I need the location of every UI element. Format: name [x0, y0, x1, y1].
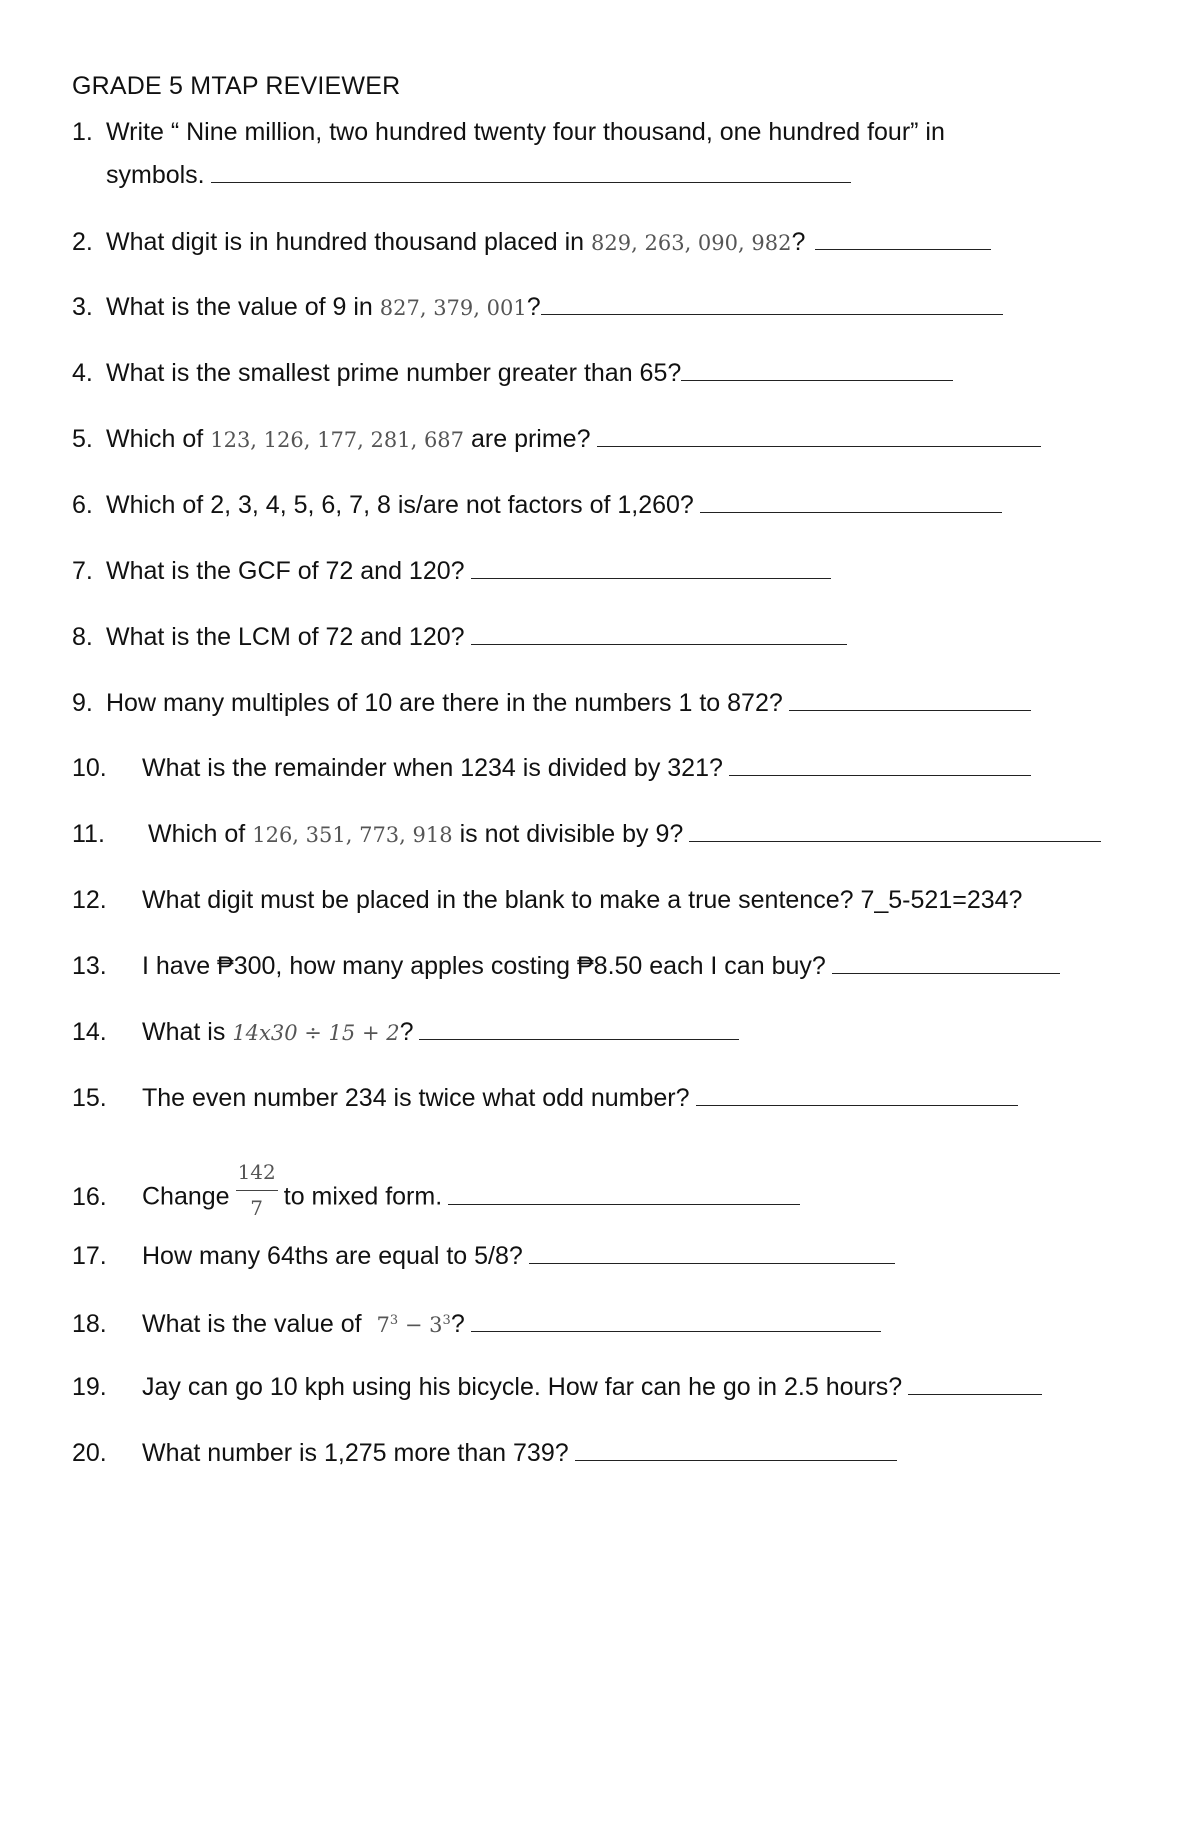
question-text: What is the value of 9 in [106, 293, 373, 321]
answer-blank[interactable] [448, 1182, 800, 1205]
answer-blank[interactable] [908, 1372, 1042, 1395]
question-text-end: to mixed form. [283, 1182, 443, 1211]
question-1-continued [106, 160, 851, 190]
question-number: 12. [72, 886, 107, 914]
power-base: 3 [429, 1313, 443, 1337]
answer-blank[interactable] [211, 160, 851, 183]
question-number: 1. [72, 118, 93, 146]
question-number: 5. [72, 425, 93, 453]
question-text: How many multiples of 10 are there in the numbers 1 to 872? [106, 689, 783, 717]
question-number: 13. [72, 952, 107, 980]
answer-blank[interactable] [471, 1309, 881, 1332]
answer-blank[interactable] [689, 819, 1101, 842]
question-text-end: ? [450, 1310, 465, 1338]
fraction [236, 1157, 278, 1223]
question-text: The even number 234 is twice what odd number? [142, 1084, 690, 1112]
answer-blank[interactable] [529, 1241, 895, 1264]
answer-blank[interactable] [729, 753, 1031, 776]
question-text: What is the GCF of 72 and 120? [106, 557, 465, 585]
question-number: 16. [72, 1182, 107, 1211]
question-number: 2. [72, 228, 93, 256]
question-text: I have ₱300, how many apples costing ₱8.50 each I can buy? [142, 952, 826, 980]
question-number: 17. [72, 1242, 107, 1270]
question-4 [72, 358, 953, 388]
question-11 [72, 819, 1101, 850]
question-text: How many 64ths are equal to 5/8? [142, 1242, 523, 1270]
question-text: Which of [106, 425, 204, 453]
question-number: 6. [72, 491, 93, 519]
question-19 [72, 1372, 1042, 1402]
question-number: 10. [72, 754, 107, 782]
question-12 [72, 885, 1022, 915]
fraction-denominator: 7 [250, 1196, 264, 1220]
question-3 [72, 292, 1003, 323]
question-5 [72, 424, 1041, 455]
answer-blank[interactable] [681, 358, 953, 381]
answer-blank[interactable] [471, 556, 831, 579]
question-text: Write “ Nine million, two hundred twenty four thousand, one hundred four” in [106, 118, 945, 146]
question-number: 18. [72, 1310, 107, 1338]
question-text: Change [142, 1182, 230, 1211]
math-expression: 829, 263, 090, 982 [591, 231, 792, 255]
question-number: 3. [72, 293, 93, 321]
question-text-end: ? [791, 228, 806, 256]
answer-blank[interactable] [815, 227, 991, 250]
question-text: What is the value of [142, 1310, 362, 1338]
question-1 [72, 117, 945, 147]
question-number: 14. [72, 1018, 107, 1046]
math-expression: 827, 379, 001 [379, 296, 527, 320]
question-18 [72, 1306, 881, 1340]
question-text: Which of 2, 3, 4, 5, 6, 7, 8 is/are not factors of 1,260? [106, 491, 694, 519]
question-8 [72, 622, 847, 652]
worksheet-title: GRADE 5 MTAP REVIEWER [72, 72, 401, 100]
question-number: 8. [72, 623, 93, 651]
answer-blank[interactable] [541, 292, 1003, 315]
question-text: What digit is in hundred thousand placed in [106, 228, 585, 256]
question-text-end: ? [399, 1018, 414, 1046]
question-text-end: are prime? [471, 425, 591, 453]
question-20 [72, 1438, 897, 1468]
question-text: What number is 1,275 more than 739? [142, 1439, 569, 1467]
question-number: 9. [72, 689, 93, 717]
answer-blank[interactable] [575, 1438, 897, 1461]
question-text: What is [142, 1018, 226, 1046]
answer-blank[interactable] [832, 951, 1060, 974]
question-number: 20. [72, 1439, 107, 1467]
question-10 [72, 753, 1031, 783]
question-text-end: is not divisible by 9? [459, 820, 684, 848]
math-expression [377, 1313, 451, 1337]
question-14 [72, 1017, 739, 1048]
question-text: What digit must be placed in the blank to make a true sentence? 7_5-521=234? [142, 886, 1023, 914]
power-exponent: 3 [442, 1313, 451, 1328]
question-number: 11. [72, 820, 105, 848]
question-text: What is the smallest prime number greater than 65? [106, 359, 682, 387]
math-expression: 123, 126, 177, 281, 687 [210, 428, 465, 452]
question-9 [72, 688, 1031, 718]
question-15 [72, 1083, 1018, 1113]
question-number: 15. [72, 1084, 107, 1112]
answer-blank[interactable] [700, 490, 1002, 513]
question-2 [72, 227, 991, 258]
question-text: What is the LCM of 72 and 120? [106, 623, 465, 651]
question-text: What is the remainder when 1234 is divided by 321? [142, 754, 723, 782]
answer-blank[interactable] [419, 1017, 739, 1040]
question-number: 7. [72, 557, 93, 585]
question-text: Which of [148, 820, 246, 848]
question-17 [72, 1241, 895, 1271]
math-expression: 126, 351, 773, 918 [252, 823, 453, 847]
answer-blank[interactable] [471, 622, 847, 645]
question-16 [72, 1160, 800, 1231]
power-exponent: 3 [389, 1313, 399, 1328]
question-text-end: ? [526, 293, 541, 321]
answer-blank[interactable] [696, 1083, 1018, 1106]
math-expression: 14x30 ÷ 15 + 2 [232, 1021, 400, 1045]
question-6 [72, 490, 1002, 520]
question-text: symbols. [106, 161, 205, 189]
question-text: Jay can go 10 kph using his bicycle. How far can he go in 2.5 hours? [142, 1373, 903, 1401]
answer-blank[interactable] [789, 688, 1031, 711]
question-number: 4. [72, 359, 93, 387]
minus-sign: − [404, 1313, 423, 1337]
power-base: 7 [376, 1313, 390, 1337]
fraction-numerator: 142 [236, 1157, 278, 1191]
answer-blank[interactable] [597, 424, 1041, 447]
question-number: 19. [72, 1373, 107, 1401]
question-13 [72, 951, 1060, 981]
question-7 [72, 556, 831, 586]
